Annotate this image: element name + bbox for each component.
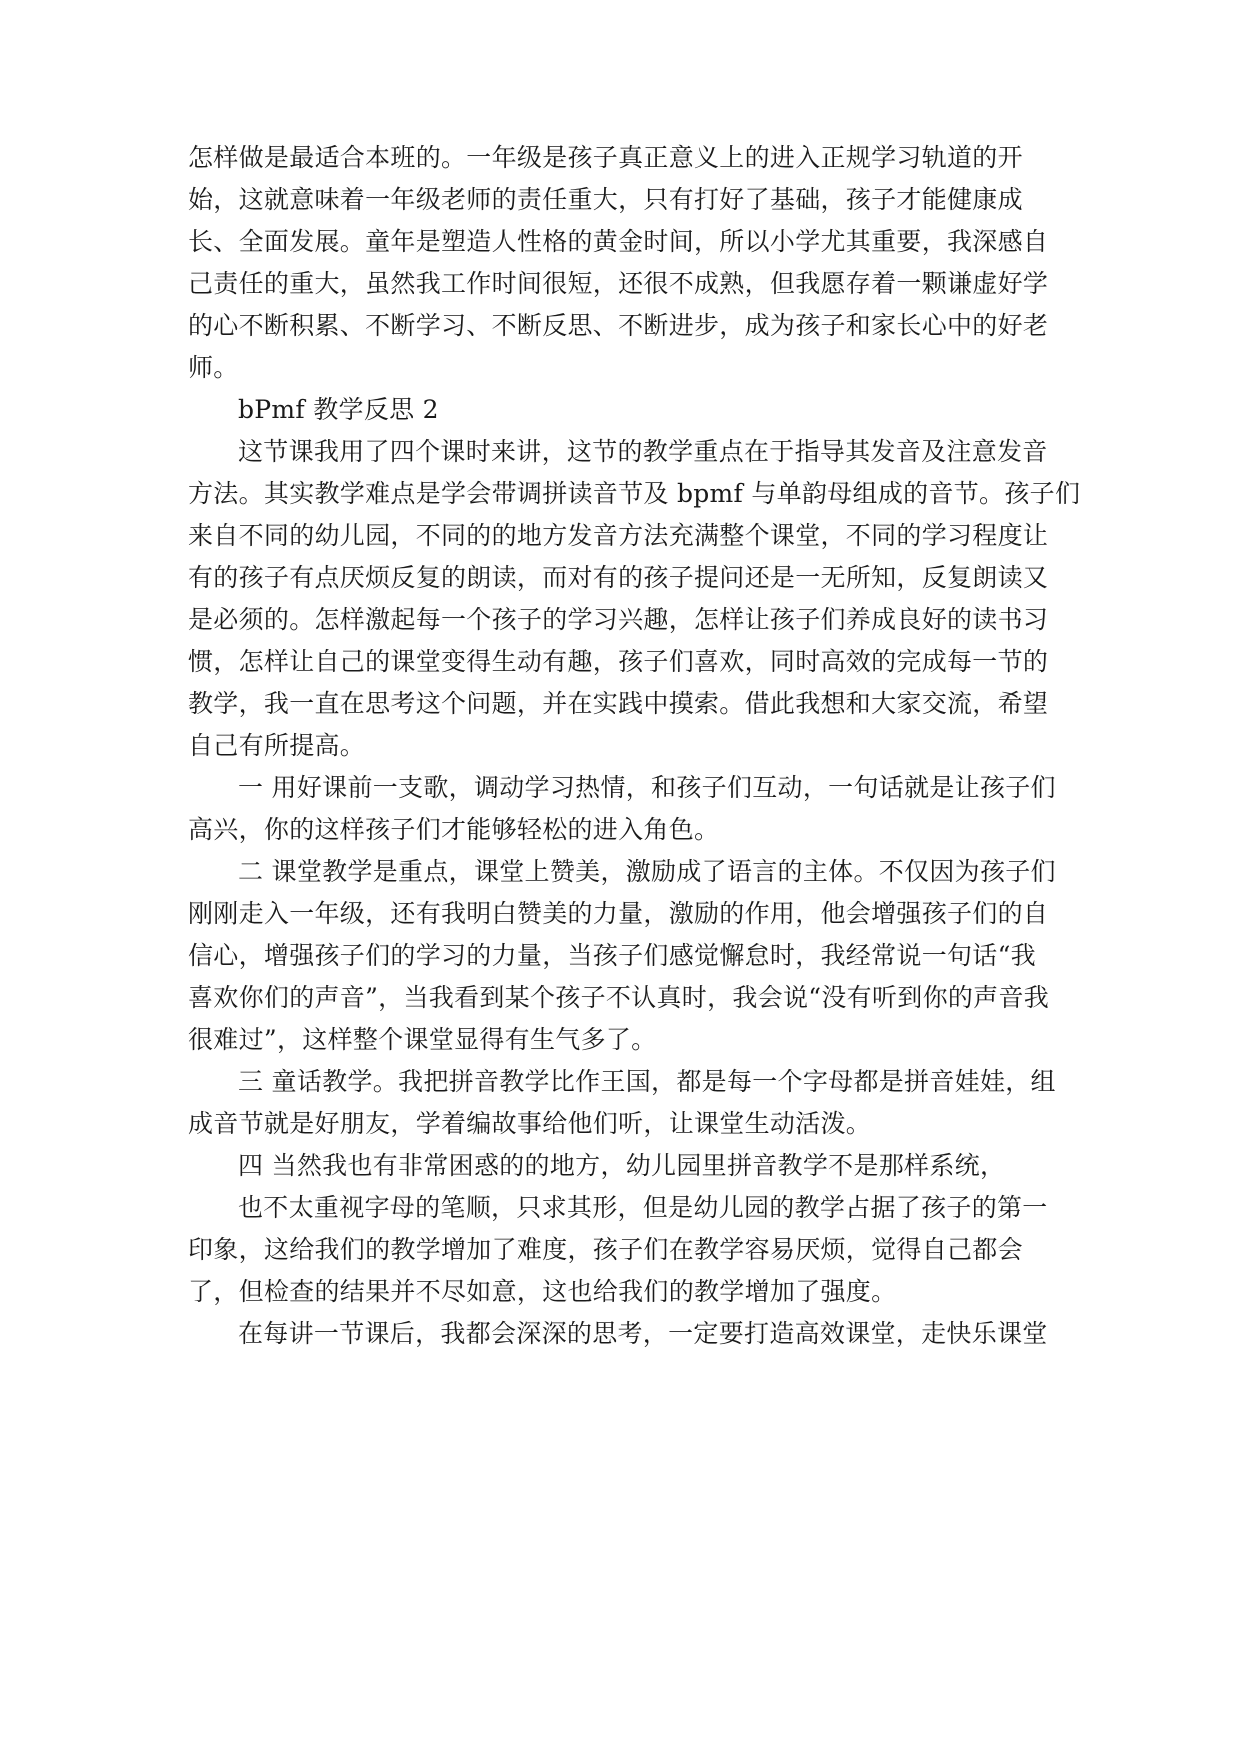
- paragraph-line: 长、全面发展。童年是塑造人性格的黄金时间，所以小学尤其重要，我深感自: [188, 227, 1049, 256]
- paragraph-line: 来自不同的幼儿园，不同的的地方发音方法充满整个课堂，不同的学习程度让: [188, 521, 1049, 550]
- paragraph-line: 成音节就是好朋友，学着编故事给他们听，让课堂生动活泼。: [188, 1109, 872, 1138]
- paragraph-line: 这节课我用了四个课时来讲，这节的教学重点在于指导其发音及注意发音: [238, 437, 1048, 466]
- paragraph-line: 喜欢你们的声音”，当我看到某个孩子不认真时，我会说“没有听到你的声音我: [188, 983, 1050, 1012]
- paragraph-line: 惯，怎样让自己的课堂变得生动有趣，孩子们喜欢，同时高效的完成每一节的: [188, 647, 1049, 676]
- paragraph-line: 有的孩子有点厌烦反复的朗读，而对有的孩子提问还是一无所知，反复朗读又: [188, 563, 1049, 592]
- section-heading: bPmf 教学反思 2: [238, 395, 439, 424]
- paragraph-line: 也不太重视字母的笔顺，只求其形，但是幼儿园的教学占据了孩子的第一: [238, 1193, 1048, 1222]
- paragraph-line: 信心，增强孩子们的学习的力量，当孩子们感觉懈怠时，我经常说一句话“我: [188, 941, 1036, 970]
- paragraph-line: 高兴，你的这样孩子们才能够轻松的进入角色。: [188, 815, 720, 844]
- paragraph-line: 己责任的重大，虽然我工作时间很短，还很不成熟，但我愿存着一颗谦虚好学: [188, 269, 1049, 298]
- paragraph-line: 方法。其实教学难点是学会带调拼读音节及 bpmf 与单韵母组成的音节。孩子们: [188, 479, 1081, 508]
- paragraph-line: 教学，我一直在思考这个问题，并在实践中摸索。借此我想和大家交流，希望: [188, 689, 1049, 718]
- paragraph-line: 刚刚走入一年级，还有我明白赞美的力量，激励的作用，他会增强孩子们的自: [188, 899, 1049, 928]
- paragraph-line: 的心不断积累、不断学习、不断反思、不断进步，成为孩子和家长心中的好老: [188, 311, 1049, 340]
- paragraph-line: 在每讲一节课后，我都会深深的思考，一定要打造高效课堂，走快乐课堂: [238, 1319, 1048, 1348]
- paragraph-line: 印象，这给我们的教学增加了难度，孩子们在教学容易厌烦，觉得自己都会: [188, 1235, 1023, 1264]
- paragraph-line: 自己有所提高。: [188, 731, 366, 760]
- paragraph-line: 师。: [188, 353, 239, 382]
- paragraph-line: 三 童话教学。我把拼音教学比作王国，都是每一个字母都是拼音娃娃，组: [238, 1067, 1056, 1096]
- paragraph-line: 了，但检查的结果并不尽如意，这也给我们的教学增加了强度。: [188, 1277, 897, 1306]
- paragraph-line: 很难过”，这样整个课堂显得有生气多了。: [188, 1025, 657, 1054]
- paragraph-line: 二 课堂教学是重点，课堂上赞美，激励成了语言的主体。不仅因为孩子们: [238, 857, 1056, 886]
- paragraph-line: 是必须的。怎样激起每一个孩子的学习兴趣，怎样让孩子们养成良好的读书习: [188, 605, 1049, 634]
- paragraph-line: 始，这就意味着一年级老师的责任重大，只有打好了基础，孩子才能健康成: [188, 185, 1023, 214]
- paragraph-line: 四 当然我也有非常困惑的的地方，幼儿园里拼音教学不是那样系统，: [238, 1151, 1006, 1180]
- paragraph-line: 一 用好课前一支歌，调动学习热情，和孩子们互动，一句话就是让孩子们: [238, 773, 1056, 802]
- paragraph-line: 怎样做是最适合本班的。一年级是孩子真正意义上的进入正规学习轨道的开: [188, 143, 1023, 172]
